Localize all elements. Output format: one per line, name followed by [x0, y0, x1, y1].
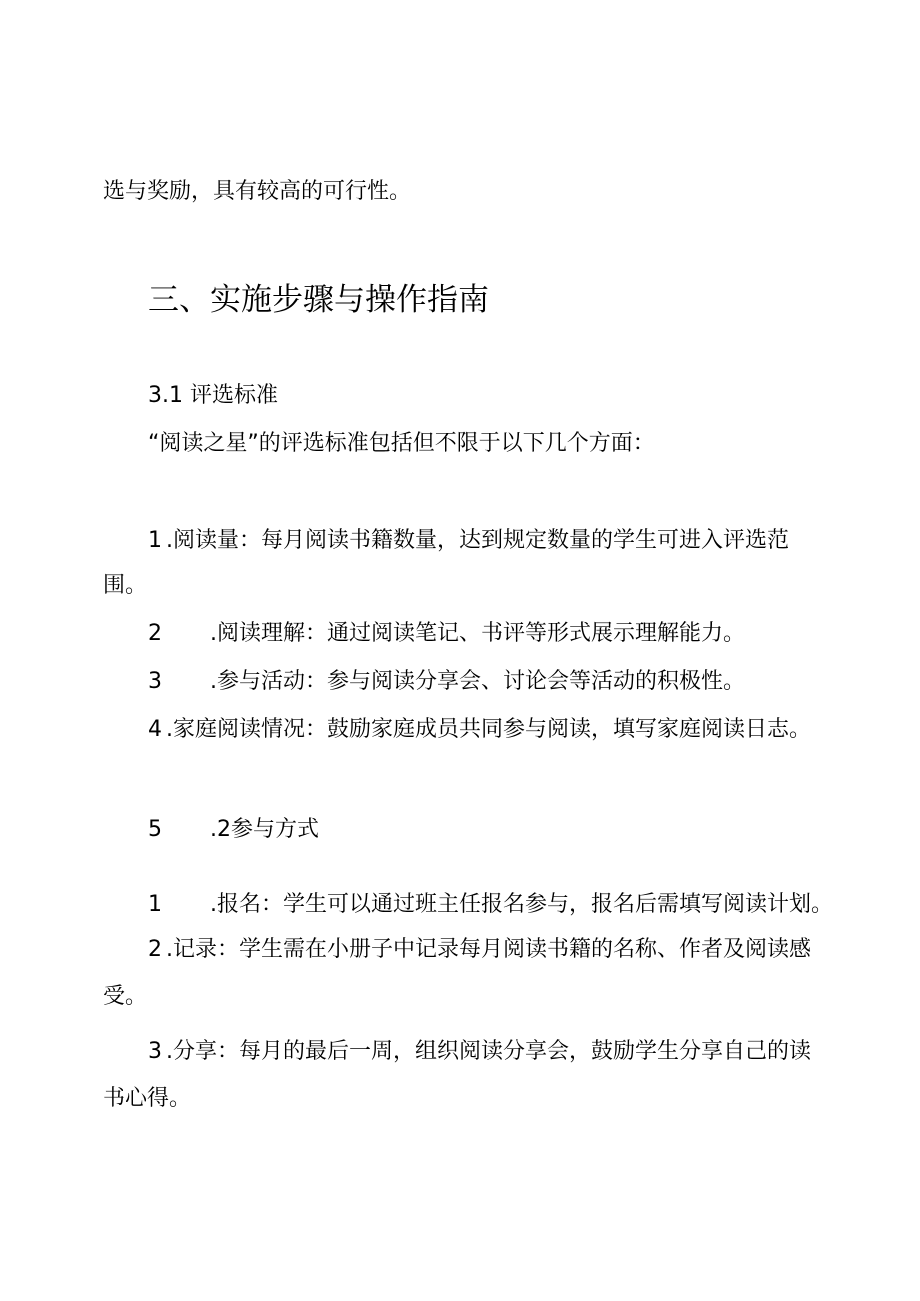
criteria-intro: “阅读之星”的评选标准包括但不限于以下几个方面： [148, 431, 655, 456]
subsection-label: .2参与方式 [210, 817, 319, 842]
list-item [148, 526, 789, 556]
list-item-text: .阅读理解：通过阅读笔记、书评等形式展示理解能力。 [210, 621, 745, 646]
list-item [148, 619, 745, 649]
list-item-number: 1 [148, 892, 162, 917]
section-title: 三、实施步骤与操作指南 [148, 282, 489, 318]
list-item-number: 2 [148, 937, 162, 962]
list-item [148, 890, 833, 920]
list-item-text: .阅读量：每月阅读书籍数量，达到规定数量的学生可进入评选范 [166, 528, 789, 553]
list-item-number: 1 [148, 528, 162, 553]
subsection-title: 3.1 评选标准 [148, 383, 278, 408]
list-item-number: 3 [148, 669, 162, 694]
list-item-number: 3 [148, 1039, 162, 1064]
subsection-number: 5 [148, 817, 162, 842]
list-item [148, 1037, 811, 1067]
list-item-text: .分享：每月的最后一周，组织阅读分享会，鼓励学生分享自己的读 [166, 1039, 811, 1064]
list-item-text: .参与活动：参与阅读分享会、讨论会等活动的积极性。 [210, 669, 745, 694]
list-item-number: 4 [148, 717, 162, 742]
list-item-text: .报名：学生可以通过班主任报名参与，报名后需填写阅读计划。 [210, 892, 833, 917]
list-item [148, 935, 811, 965]
continuation-text: 选与奖励，具有较高的可行性。 [103, 179, 412, 204]
list-item-number: 2 [148, 621, 162, 646]
list-item [148, 667, 745, 697]
subsection-title-2 [148, 815, 319, 845]
list-item-continuation: 受。 [103, 984, 148, 1009]
list-item-text: .记录：学生需在小册子中记录每月阅读书籍的名称、作者及阅读感 [166, 937, 811, 962]
list-item-continuation: 书心得。 [103, 1086, 192, 1111]
list-item-text: .家庭阅读情况：鼓励家庭成员共同参与阅读，填写家庭阅读日志。 [166, 717, 811, 742]
list-item-continuation: 围。 [103, 573, 148, 598]
list-item [148, 715, 811, 745]
